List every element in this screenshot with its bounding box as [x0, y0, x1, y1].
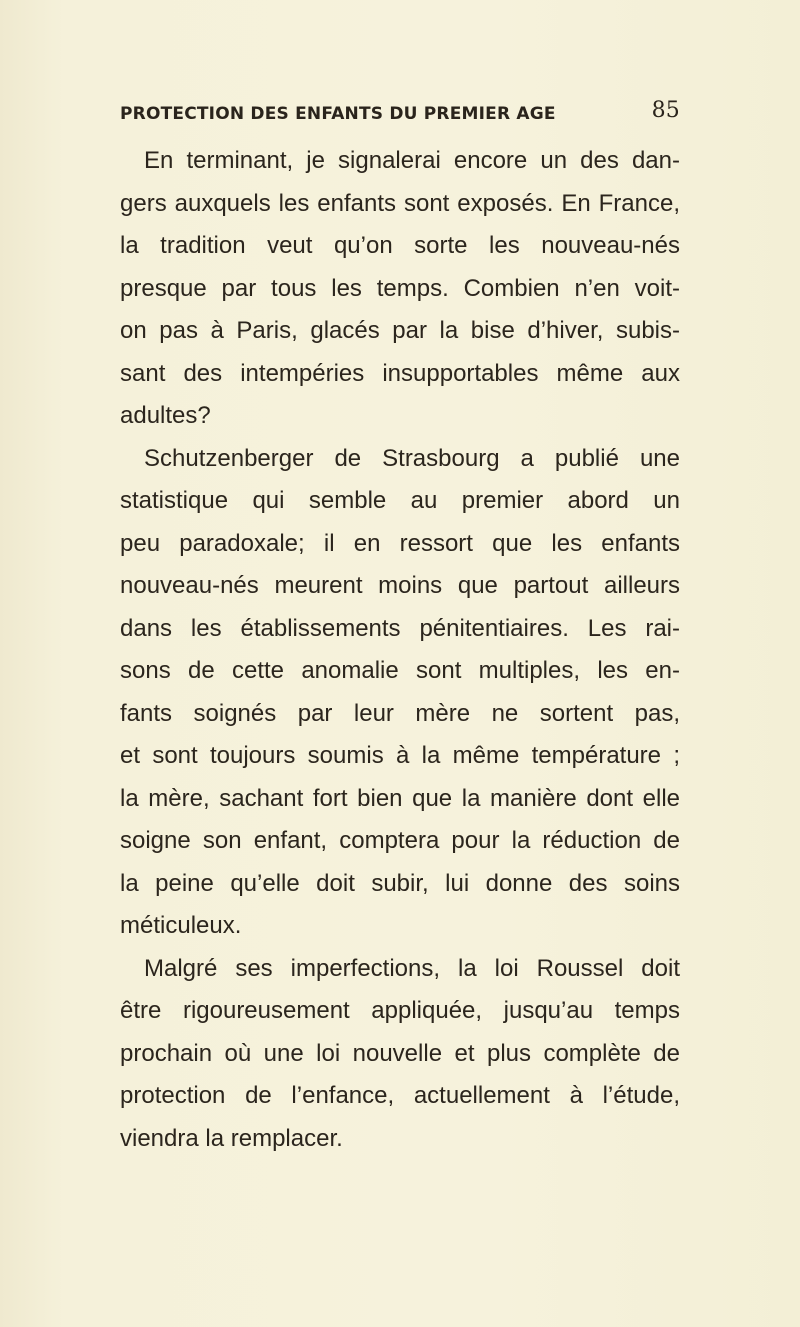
text-line: viendra la remplacer.	[120, 1124, 343, 1152]
text-line: protection de l’enfance, actuellement à l’étude,	[120, 1082, 680, 1109]
text-line: adultes?	[120, 402, 211, 429]
text-line: la tradition veut qu’on sorte les nouveau-nés	[120, 232, 680, 259]
text-line: nouveau-nés meurent moins que partout ailleurs	[120, 572, 680, 599]
text-line: Schutzenberger de Strasbourg a publié une	[144, 444, 680, 472]
text-line: la peine qu’elle doit subir, lui donne des soins	[120, 869, 680, 897]
paragraph-2	[120, 438, 680, 948]
page-number: 85	[651, 98, 680, 123]
body-text	[120, 140, 680, 1160]
text-line: Malgré ses imperfections, la loi Roussel doit	[144, 954, 680, 982]
text-line: méticuleux.	[120, 912, 242, 939]
text-line: dans les établissements pénitentiaires. Les rai-	[120, 614, 680, 642]
text-line: sant des intempéries insupportables même aux	[120, 359, 680, 387]
running-title: PROTECTION DES ENFANTS DU PREMIER AGE	[120, 104, 556, 124]
text-line: peu paradoxale; il en ressort que les enfants	[120, 529, 680, 557]
text-line: statistique qui semble au premier abord un	[120, 487, 680, 514]
text-line: En terminant, je signalerai encore un des dan-	[144, 147, 680, 174]
paragraph-1	[120, 140, 680, 438]
text-line: presque par tous les temps. Combien n’en voit-	[120, 274, 680, 302]
running-header	[120, 98, 680, 124]
text-line: gers auxquels les enfants sont exposés. En France,	[120, 189, 680, 217]
text-line: fants soignés par leur mère ne sortent pas,	[120, 699, 680, 727]
text-line: soigne son enfant, comptera pour la réduction de	[120, 827, 680, 854]
text-line: être rigoureusement appliquée, jusqu’au temps	[120, 997, 680, 1024]
paragraph-3	[120, 948, 680, 1161]
text-line: la mère, sachant fort bien que la manière dont elle	[120, 784, 680, 812]
text-line: prochain où une loi nouvelle et plus complète de	[120, 1039, 680, 1067]
text-line: et sont toujours soumis à la même température ;	[120, 742, 680, 769]
text-line: sons de cette anomalie sont multiples, les en-	[120, 657, 680, 684]
text-line: on pas à Paris, glacés par la bise d’hiver, subis-	[120, 317, 680, 344]
